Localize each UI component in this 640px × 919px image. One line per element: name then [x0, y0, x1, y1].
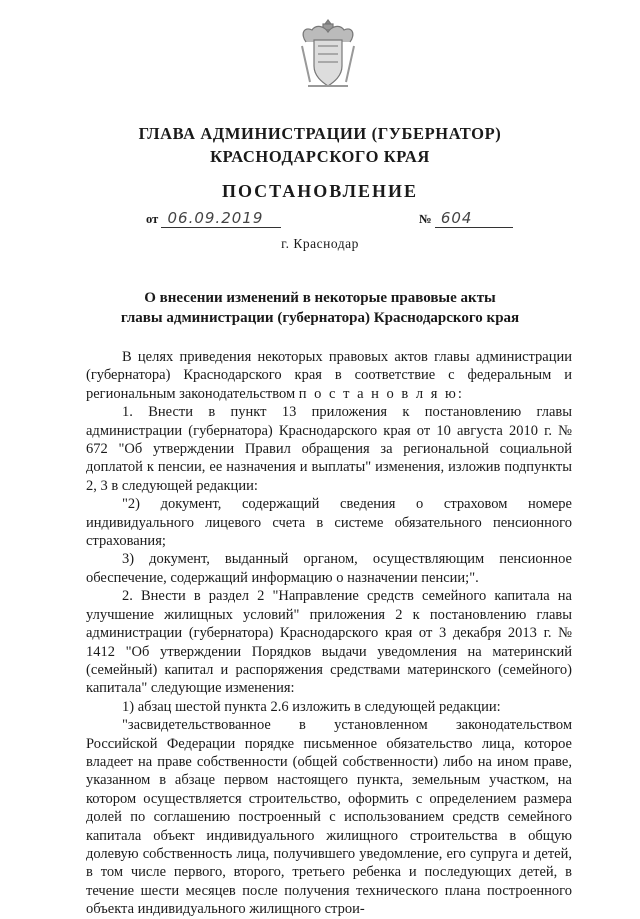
city-label: г. Краснодар — [281, 236, 359, 251]
coat-of-arms-emblem — [296, 16, 360, 92]
subject-line1: О внесении изменений в некоторые правовые акты — [144, 290, 496, 306]
paragraph-1: 1. Внести в пункт 13 приложения к постановлению главы администрации (губернатора) Краснодарского края от 10 августа 2010 г. № 672 "Об утверждении Правил обращения за региональной социальной доплатой к пенсии, ее назначения и выплаты" изменения, изложив подпункты 2, 3 в следующей редакции: — [86, 404, 572, 494]
number-prefix: № — [419, 212, 432, 226]
authority-title-line2: КРАСНОДАРСКОГО КРАЯ — [210, 147, 430, 166]
number-value: 604 — [435, 209, 513, 228]
date-value: 06.09.2019 — [161, 209, 281, 228]
document-body — [86, 348, 572, 919]
document-number — [419, 209, 513, 228]
date-prefix: от — [146, 212, 159, 226]
intro-paragraph — [86, 348, 572, 403]
document-date — [146, 209, 281, 228]
intro-decree: п о с т а н о в л я ю: — [298, 385, 464, 402]
paragraph-2: 2. Внести в раздел 2 "Направление средств семейного капитала на улучшение жилищных условий" приложения 2 к постановлению главы администрации (губернатора) Краснодарского края от 3 декабря 2013 г. № 1412 "Об утверждении Порядков выдачи уведомления на материнский (семейный) капитал и распоряжения средствами материнского (семейного) капитала" следующие изменения: — [86, 588, 572, 697]
paragraph-1-sub2: "2) документ, содержащий сведения о страховом номере индивидуального лицевого счета в системе обязательного пенсионного страхования; — [86, 496, 572, 550]
quoted-paragraph: "засвидетельствованное в установленном законодательством Российской Федерации порядке письменное обязательство лица, которое владеет на праве собственности (общей собственности) либо на ином праве, указанном в абзаце первом настоящего пункта, земельным участком, на котором осуществляется строительство, оформить с определением размера долей по соглашению построенный с использованием средств семейного капитала объект индивидуального жилищного строительства в общую долевую собственность лица, получившего уведомление, его супруга и детей, в том числе первого, второго, третьего ребенка и последующих детей, в течение шести месяцев после получения технического плана построенного объекта индивидуального жилищного строи- — [86, 717, 572, 918]
subject-line2: главы администрации (губернатора) Краснодарского края — [120, 310, 520, 326]
authority-title-line1: ГЛАВА АДМИНИСТРАЦИИ (ГУБЕРНАТОР) — [138, 124, 502, 143]
intro-text: В целях приведения некоторых правовых актов главы администрации (губернатора) Краснодарского края в соответствие с федеральным и региональным законодательством — [86, 349, 572, 402]
paragraph-1-sub3: 3) документ, выданный органом, осуществляющим пенсионное обеспечение, содержащий информацию о назначении пенсии;". — [86, 551, 572, 586]
document-type-title: ПОСТАНОВЛЕНИЕ — [221, 181, 419, 201]
paragraph-2-sub1: 1) абзац шестой пункта 2.6 изложить в следующей редакции: — [122, 698, 501, 715]
